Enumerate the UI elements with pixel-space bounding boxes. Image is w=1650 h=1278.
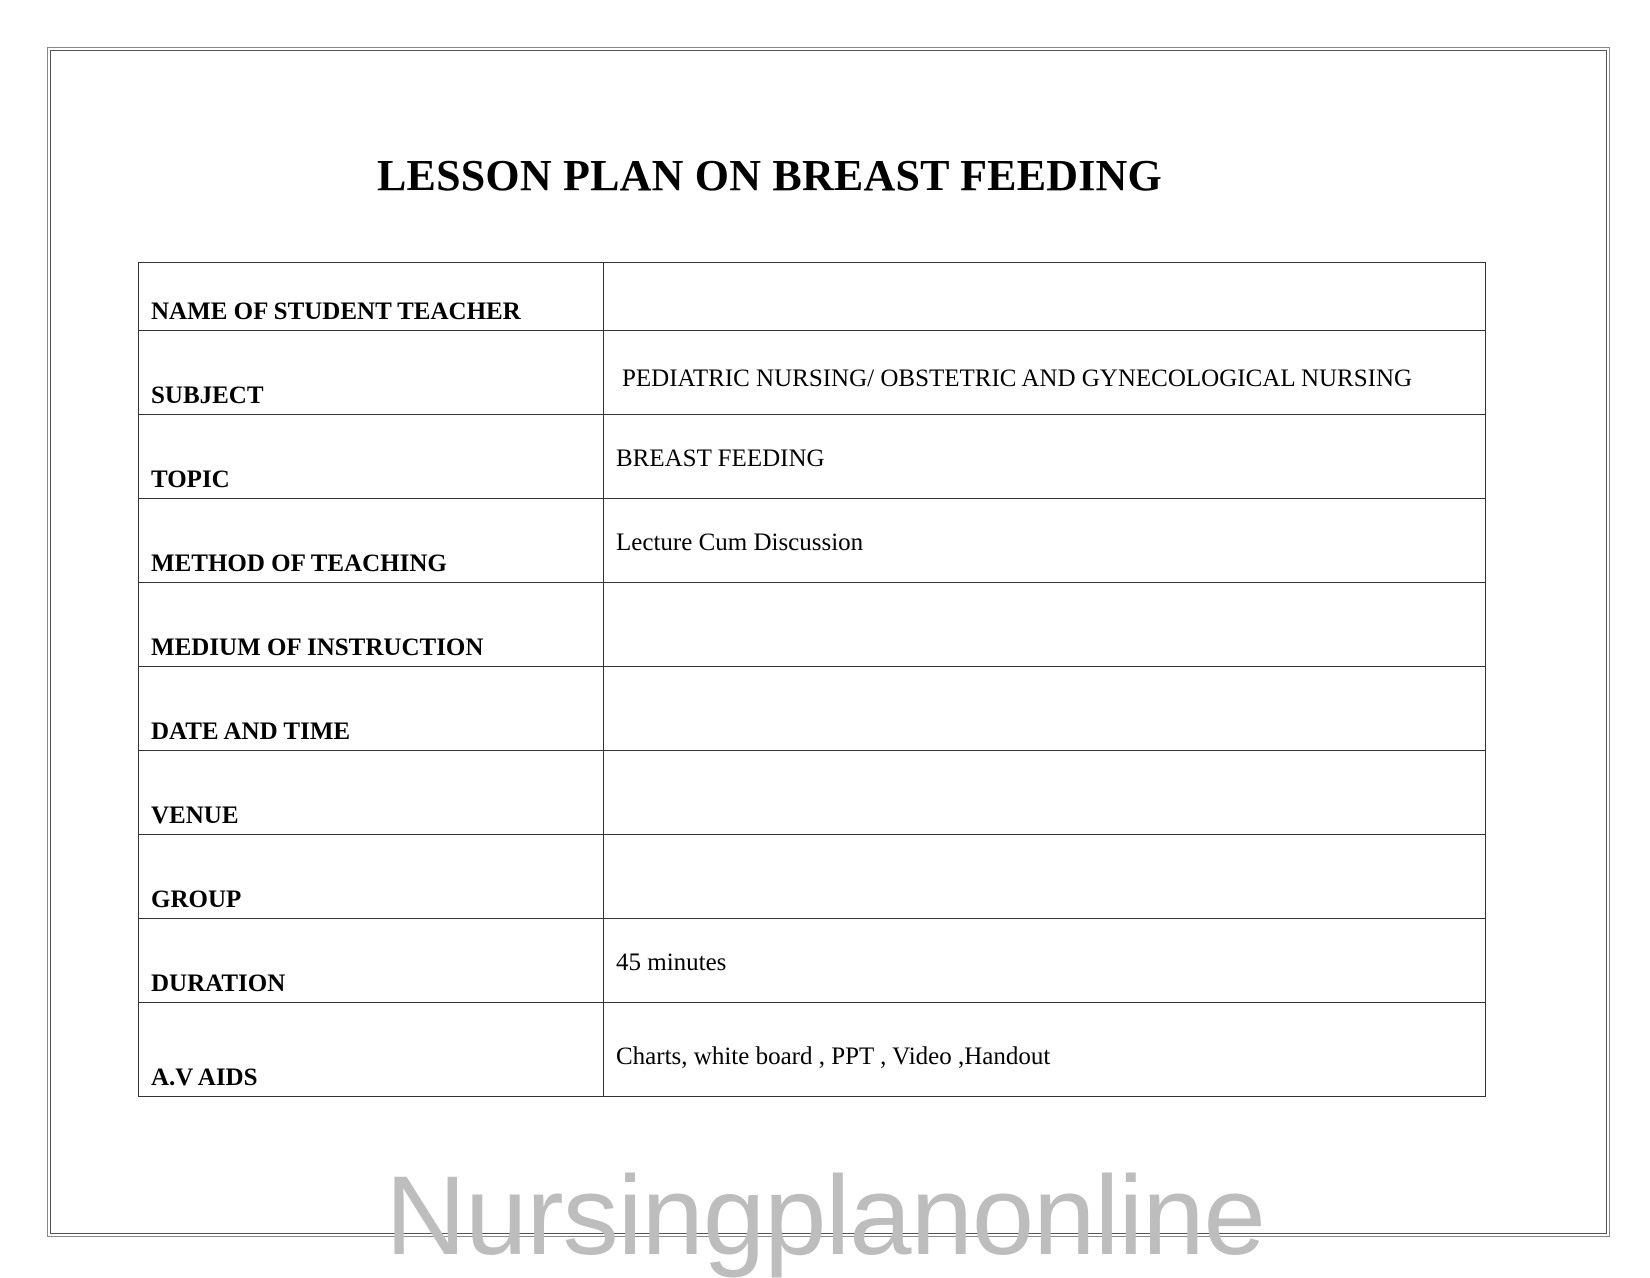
row-label: GROUP [151,886,242,913]
label-cell [139,919,604,1003]
label-cell [139,263,604,331]
table-row-duration [139,919,1486,1003]
table-row-subject [139,331,1486,415]
row-label: TOPIC [151,466,230,493]
table-row-date-time [139,667,1486,751]
table-row-group [139,835,1486,919]
row-label: A.V AIDS [151,1064,258,1091]
lesson-plan-table [138,262,1486,1097]
row-value: PEDIATRIC NURSING/ OBSTETRIC AND GYNECOLOGICAL NURSING [622,365,1413,392]
table-row-medium [139,583,1486,667]
row-value: BREAST FEEDING [616,445,825,472]
table-row-venue [139,751,1486,835]
label-cell [139,415,604,499]
value-cell [604,1003,1486,1097]
label-cell [139,583,604,667]
label-cell [139,667,604,751]
value-cell [604,835,1486,919]
watermark-text: Nursingplanonline [385,1153,1265,1278]
table-row-method [139,499,1486,583]
row-label: SUBJECT [151,382,264,409]
page-title: LESSON PLAN ON BREAST FEEDING [377,151,1162,200]
value-cell [604,919,1486,1003]
row-label: VENUE [151,802,239,829]
value-cell [604,751,1486,835]
value-cell [604,583,1486,667]
table-row-av-aids [139,1003,1486,1097]
label-cell [139,835,604,919]
table-row-student-teacher [139,263,1486,331]
row-value: 45 minutes [616,949,727,976]
label-cell [139,499,604,583]
value-cell [604,263,1486,331]
label-cell [139,1003,604,1097]
row-value: Lecture Cum Discussion [616,529,864,556]
table-row-topic [139,415,1486,499]
value-cell [604,415,1486,499]
row-label: DATE AND TIME [151,718,351,745]
value-cell [604,499,1486,583]
row-label: NAME OF STUDENT TEACHER [151,298,521,325]
label-cell [139,331,604,415]
label-cell [139,751,604,835]
row-label: DURATION [151,970,286,997]
row-value: Charts, white board , PPT , Video ,Handout [616,1043,1051,1070]
row-label: METHOD OF TEACHING [151,550,447,577]
value-cell [604,667,1486,751]
row-label: MEDIUM OF INSTRUCTION [151,634,484,661]
value-cell [604,331,1486,415]
